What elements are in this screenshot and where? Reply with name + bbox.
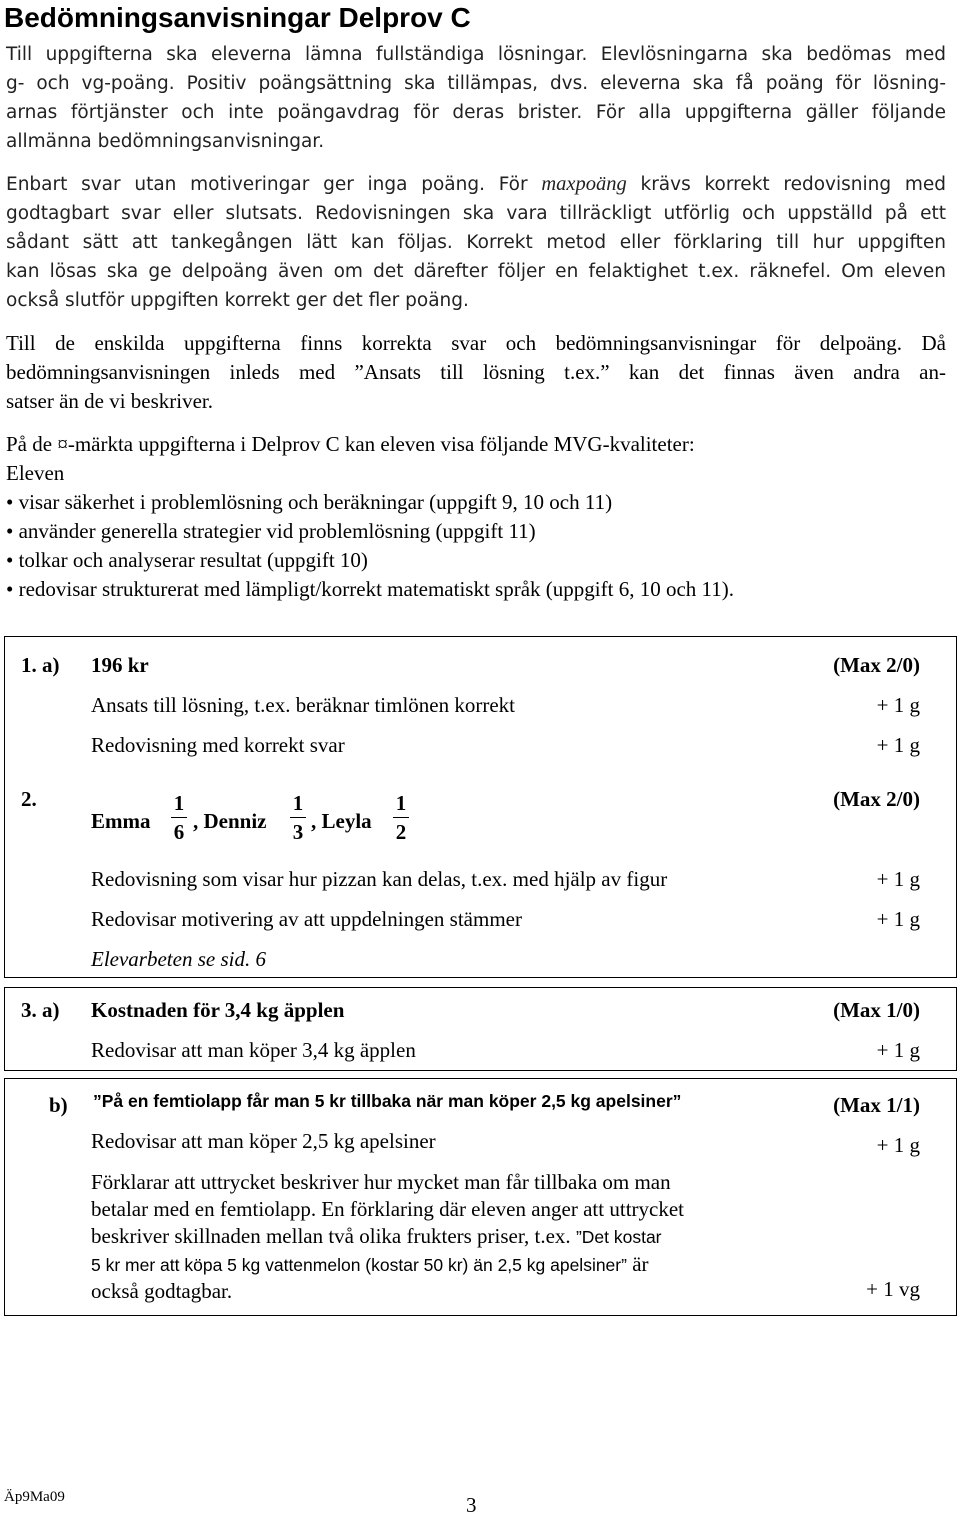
intro-line: allmänna bedömningsanvisningar. bbox=[6, 131, 325, 152]
task-number: 1. a) bbox=[21, 653, 60, 677]
footer-code: Äp9Ma09 bbox=[4, 1489, 65, 1505]
specific-rules-paragraph bbox=[6, 329, 946, 416]
max-points: (Max 2/0) bbox=[833, 787, 920, 811]
criterion: Redovisar motivering av att uppdelningen stämmer bbox=[91, 907, 522, 931]
max-points: (Max 1/0) bbox=[833, 998, 920, 1022]
intro-line: g- och vg-poäng. Positiv poängsättning ska tillämpas, dvs. eleverna ska få poäng för lösning- bbox=[6, 73, 946, 94]
mvg-subject: Eleven bbox=[6, 461, 65, 485]
rules-line: godtagbart svar eller slutsats. Redovisningen ska vara tillräckligt utförlig och uppställd på ett bbox=[6, 203, 946, 224]
criterion-points: + 1 g bbox=[876, 1133, 920, 1157]
specific-line: Till de enskilda uppgifterna finns korrekta svar och bedömningsanvisningar för delpoäng. Då bbox=[6, 331, 946, 355]
explanation-line: Förklarar att uttrycket beskriver hur mycket man får tillbaka om man bbox=[91, 1170, 671, 1194]
rules-line: sådant sätt att tankegången lätt kan följas. Korrekt metod eller förklaring till hur uppgiften bbox=[6, 232, 946, 253]
mvg-intro: På de ¤-märkta uppgifterna i Delprov C kan eleven visa följande MVG-kvaliteter: bbox=[6, 432, 695, 456]
page-number: 3 bbox=[466, 1493, 477, 1517]
mvg-item: • använder generella strategier vid problemlösning (uppgift 11) bbox=[6, 519, 536, 543]
task-box-1-2 bbox=[4, 636, 957, 978]
explanation-line: beskriver skillnaden mellan två olika frukters priser, t.ex. ”Det kostar bbox=[91, 1224, 662, 1248]
specific-line: bedömningsanvisningen inleds med ”Ansats till lösning t.ex.” kan det finnas även andra an- bbox=[6, 360, 946, 384]
page-title: Bedömningsanvisningar Delprov C bbox=[4, 2, 471, 33]
mvg-item: • visar säkerhet i problemlösning och beräkningar (uppgift 9, 10 och 11) bbox=[6, 490, 613, 514]
criterion-points: + 1 vg bbox=[866, 1277, 920, 1301]
task-number: 3. a) bbox=[21, 998, 60, 1022]
rules-line: Enbart svar utan motiveringar ger inga poäng. För maxpoäng krävs korrekt redovisning med bbox=[6, 173, 946, 195]
answer-denniz: , Denniz bbox=[193, 809, 267, 833]
emphasis-maxpoang: maxpoäng bbox=[541, 173, 627, 195]
criterion-points: + 1 g bbox=[876, 907, 920, 931]
intro-paragraph bbox=[6, 40, 946, 156]
intro-line: Till uppgifterna ska eleverna lämna fullständiga lösningar. Elevlösningarna ska bedömas med bbox=[6, 44, 946, 65]
mvg-section bbox=[6, 430, 946, 604]
max-points: (Max 1/1) bbox=[833, 1093, 920, 1117]
explanation-line: 5 kr mer att köpa 5 kg vattenmelon (kostar 50 kr) än 2,5 kg apelsiner” är bbox=[91, 1252, 649, 1276]
max-points: (Max 2/0) bbox=[833, 653, 920, 677]
task-answer: 196 kr bbox=[91, 653, 149, 677]
task-box-3a bbox=[4, 987, 957, 1071]
fraction-emma: 1 6 bbox=[171, 791, 187, 844]
intro-line: arnas förtjänster och inte poängavdrag för deras brister. För alla uppgifterna gäller följande bbox=[6, 102, 946, 123]
fraction-denniz: 1 3 bbox=[290, 791, 306, 844]
criterion-points: + 1 g bbox=[876, 733, 920, 757]
criterion: Redovisning som visar hur pizzan kan delas, t.ex. med hjälp av figur bbox=[91, 867, 668, 891]
rules-line: också slutför uppgiften korrekt ger det fler poäng. bbox=[6, 290, 469, 311]
criterion: Redovisar att man köper 2,5 kg apelsiner bbox=[91, 1129, 436, 1153]
general-rules-paragraph bbox=[6, 170, 946, 315]
criterion: Redovisning med korrekt svar bbox=[91, 733, 345, 757]
rules-line: kan lösas ska ge delpoäng även om det därefter följer en felaktighet t.ex. räknefel. Om eleven bbox=[6, 261, 946, 282]
mvg-item: • redovisar strukturerat med lämpligt/korrekt matematiskt språk (uppgift 6, 10 och 11). bbox=[6, 577, 734, 601]
explanation-line: också godtagbar. bbox=[91, 1279, 233, 1303]
mvg-item: • tolkar och analyserar resultat (uppgift 10) bbox=[6, 548, 368, 572]
fraction-leyla: 1 2 bbox=[393, 791, 409, 844]
explanation-line: betalar med en femtiolapp. En förklaring där eleven anger att uttrycket bbox=[91, 1197, 684, 1221]
student-work-reference: Elevarbeten se sid. 6 bbox=[91, 947, 266, 971]
answer-leyla: , Leyla bbox=[311, 809, 372, 833]
criterion: Ansats till lösning, t.ex. beräknar timlönen korrekt bbox=[91, 693, 515, 717]
task-number: b) bbox=[49, 1093, 68, 1117]
task-answer: ”På en femtiolapp får man 5 kr tillbaka när man köper 2,5 kg apelsiner” bbox=[93, 1091, 682, 1111]
criterion-points: + 1 g bbox=[876, 693, 920, 717]
answer-emma: Emma bbox=[91, 809, 151, 833]
task-answer: Kostnaden för 3,4 kg äpplen bbox=[91, 998, 345, 1022]
criterion-points: + 1 g bbox=[876, 1038, 920, 1062]
specific-line: satser än de vi beskriver. bbox=[6, 389, 214, 413]
example-quote: 5 kr mer att köpa 5 kg vattenmelon (kostar 50 kr) än 2,5 kg apelsiner” bbox=[91, 1255, 627, 1275]
criterion-points: + 1 g bbox=[876, 867, 920, 891]
task-number: 2. bbox=[21, 787, 37, 811]
task-box-3b bbox=[4, 1078, 957, 1316]
criterion: Redovisar att man köper 3,4 kg äpplen bbox=[91, 1038, 416, 1062]
example-quote: ”Det kostar bbox=[575, 1227, 662, 1247]
